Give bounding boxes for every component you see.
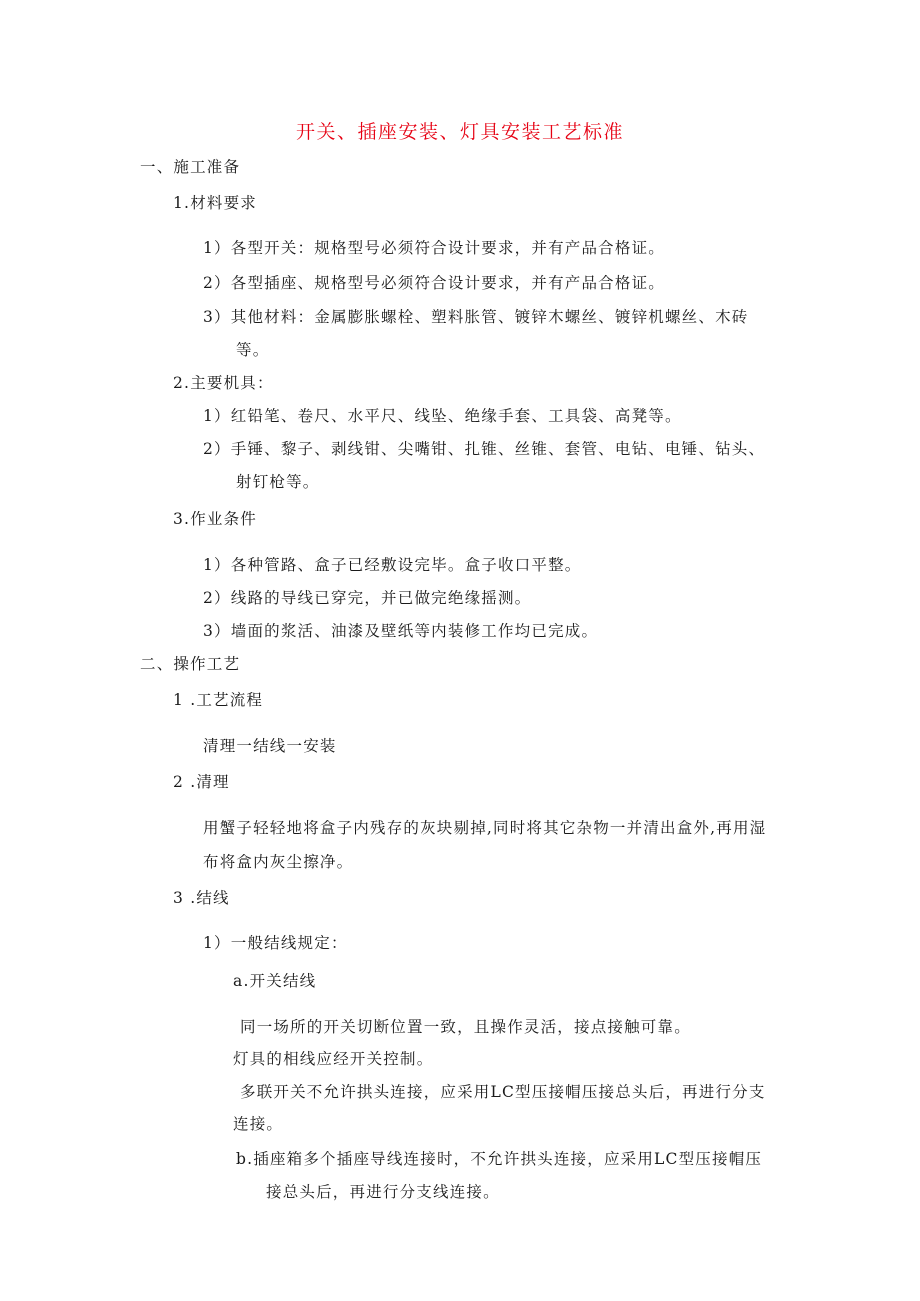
switch-line-1: 同一场所的开关切断位置一致，且操作灵活，接点接触可靠。 bbox=[240, 1018, 691, 1036]
socket-line-2: 接总头后，再进行分支线连接。 bbox=[266, 1183, 500, 1201]
switch-line-3: 多联开关不允许拱头连接，应采用LC型压接帽压接总头后，再进行分支 bbox=[240, 1083, 766, 1101]
tools-heading: 2.主要机具： bbox=[173, 374, 274, 392]
section-1-heading: 一、施工准备 bbox=[140, 158, 241, 176]
flow-text: 清理一结线一安装 bbox=[203, 737, 337, 755]
materials-item-3: 3）其他材料：金属膨胀螺栓、塑料胀管、镀锌木螺丝、镀锌机螺丝、木砖 bbox=[203, 308, 749, 326]
switch-line-3-cont: 连接。 bbox=[233, 1115, 284, 1133]
conditions-item-1: 1）各种管路、盒子已经敷设完毕。盒子收口平整。 bbox=[203, 556, 582, 574]
wiring-heading: 3 .结线 bbox=[173, 889, 230, 907]
section-2-heading: 二、操作工艺 bbox=[140, 655, 241, 673]
switch-line-2: 灯具的相线应经开关控制。 bbox=[233, 1050, 434, 1068]
tools-item-2: 2）手锤、黎子、剥线钳、尖嘴钳、扎锥、丝锥、套管、电钻、电锤、钻头、 bbox=[203, 440, 766, 458]
conditions-heading: 3.作业条件 bbox=[173, 510, 257, 528]
clean-heading: 2 .清理 bbox=[173, 773, 230, 791]
clean-line-1: 用蟹子轻轻地将盒子内残存的灰块剔掉,同时将其它杂物一并清出盒外,再用湿 bbox=[203, 819, 767, 837]
materials-item-3-cont: 等。 bbox=[236, 341, 270, 359]
conditions-item-2: 2）线路的导线已穿完，并已做完绝缘摇测。 bbox=[203, 589, 532, 607]
materials-item-1: 1）各型开关：规格型号必须符合设计要求，并有产品合格证。 bbox=[203, 239, 665, 257]
clean-line-2: 布将盒内灰尘擦净。 bbox=[203, 853, 354, 871]
switch-heading: a.开关结线 bbox=[233, 972, 317, 990]
conditions-item-3: 3）墙面的浆活、油漆及壁纸等内装修工作均已完成。 bbox=[203, 622, 599, 640]
socket-line-1: b.插座箱多个插座导线连接时，不允许拱头连接，应采用LC型压接帽压 bbox=[236, 1150, 763, 1168]
materials-item-2: 2）各型插座、规格型号必须符合设计要求，并有产品合格证。 bbox=[203, 274, 665, 292]
materials-heading: 1.材料要求 bbox=[173, 194, 257, 212]
flow-heading: 1 .工艺流程 bbox=[173, 691, 264, 709]
page-title: 开关、插座安装、灯具安装工艺标准 bbox=[295, 121, 624, 143]
wiring-rule-heading: 1）一般结线规定： bbox=[203, 934, 348, 952]
tools-item-2-cont: 射钉枪等。 bbox=[236, 473, 320, 491]
tools-item-1: 1）红铅笔、卷尺、水平尺、线坠、绝缘手套、工具袋、高凳等。 bbox=[203, 407, 682, 425]
